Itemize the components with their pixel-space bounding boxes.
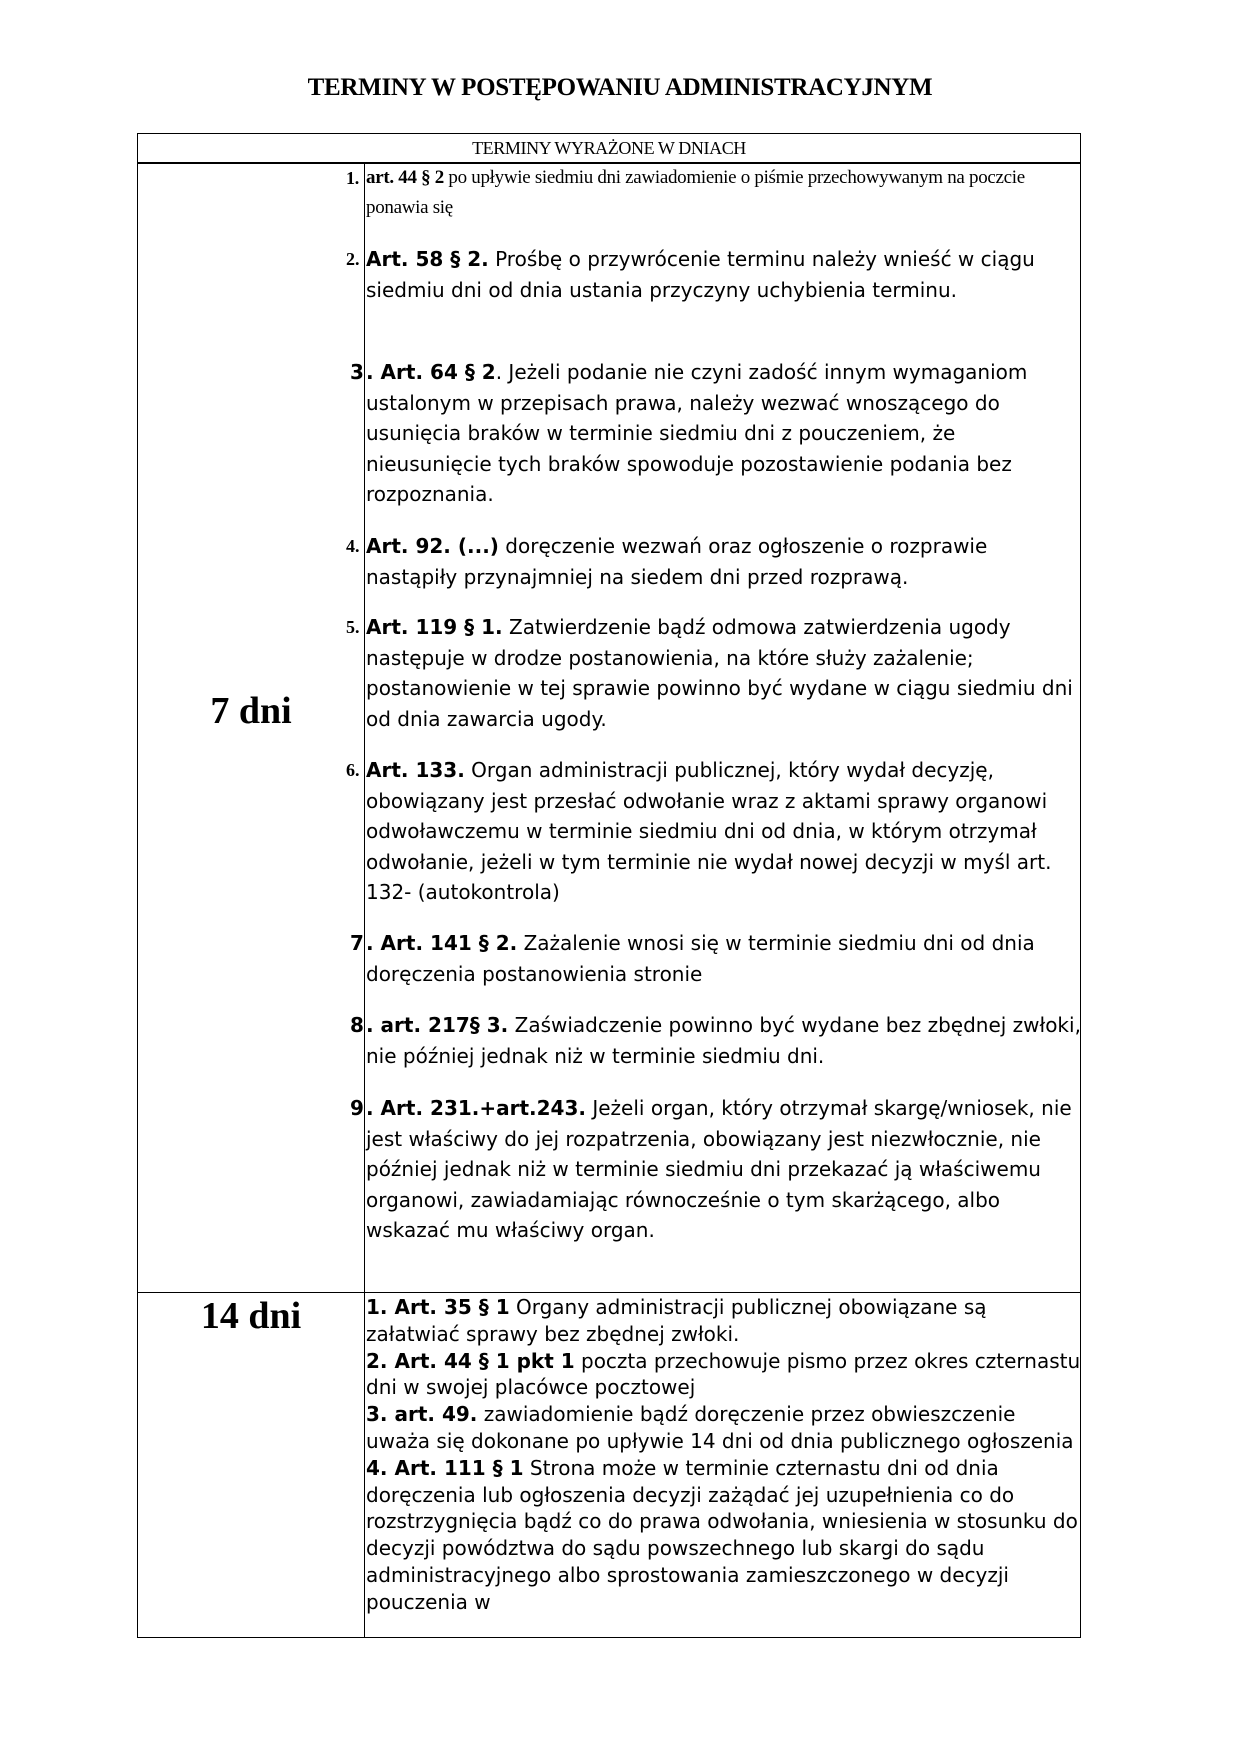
list-item xyxy=(366,1455,1081,1616)
list-item xyxy=(366,1294,1081,1348)
item-number: 8 xyxy=(350,1013,364,1037)
item-number: 9 xyxy=(350,1096,364,1120)
list-item xyxy=(346,531,1081,592)
article-ref: 2. Art. 44 § 1 pkt 1 xyxy=(366,1348,575,1373)
deadlines-table xyxy=(137,133,1081,1638)
list-item xyxy=(350,1010,1081,1071)
article-ref: . Art. 141 § 2. xyxy=(366,931,518,955)
article-ref: . art. 217§ 3. xyxy=(366,1013,509,1037)
row-label-14-days: 14 dni xyxy=(200,1295,302,1337)
item-text: Strona może w terminie czternastu dni od dnia doręczenia lub ogłoszenia decyzji zażądać jej uzupełnienia co do rozstrzygnięcia bądź co do prawa odwołania, wniesienia w stosunku do decyzji powództwa do sądu powszechnego lub skargi do sądu administracyjnego albo sprostowania zamieszczonego w decyzji pouczenia w xyxy=(366,1455,1078,1614)
item-text: zawiadomienie bądź doręczenie przez obwieszczenie uważa się dokonane po upływie 14 dni od dnia publicznego ogłoszenia xyxy=(366,1402,1074,1453)
item-number: 3 xyxy=(350,360,364,384)
list-item xyxy=(346,612,1081,734)
article-ref: . Art. 64 § 2 xyxy=(366,360,496,384)
article-ref: . Art. 231.+art.243. xyxy=(366,1096,586,1120)
document-title: TERMINY W POSTĘPOWANIU ADMINISTRACYJNYM xyxy=(307,74,933,101)
item-number: 7 xyxy=(350,931,364,955)
item-number: 2. xyxy=(346,249,360,269)
row-label-7-days: 7 dni xyxy=(210,690,292,732)
item-number: 6. xyxy=(346,760,360,780)
list-item xyxy=(350,928,1081,989)
list-item xyxy=(350,357,1081,510)
column-divider xyxy=(364,162,365,1637)
table-header: TERMINY WYRAŻONE W DNIACH xyxy=(138,134,1080,164)
article-ref: Art. 119 § 1. xyxy=(366,615,503,639)
article-ref: 1. Art. 35 § 1 xyxy=(366,1295,510,1319)
item-text: Zaświadczenie powinno być wydane bez zbędnej zwłoki, nie później jednak niż w terminie siedmiu dni. xyxy=(366,1013,1081,1068)
item-text: . Jeżeli podanie nie czyni zadość innym wymaganiom ustalonym w przepisach prawa, należy wezwać wnoszącego do usunięcia braków w terminie siedmiu dni z pouczeniem, że nieusunięcie tych braków spowoduje pozostawienie podania bez rozpoznania. xyxy=(366,360,1028,507)
article-ref: art. 44 § 2 xyxy=(366,167,444,188)
item-text: poczta przechowuje pismo przez okres czternastu dni w swojej placówce pocztowej xyxy=(366,1348,1081,1400)
article-ref: Art. 92. (...) xyxy=(366,534,499,558)
item-number: 4. xyxy=(346,536,360,556)
item-text: po upływie siedmiu dni zawiadomienie o piśmie przechowywanym na poczcie ponawia się xyxy=(366,167,1025,218)
item-text: Organy administracji publicznej obowiązane są załatwiać sprawy bez zbędnej zwłoki. xyxy=(366,1295,987,1346)
row-divider xyxy=(138,1292,1080,1293)
article-ref: Art. 133. xyxy=(366,758,465,782)
article-ref: Art. 58 § 2. xyxy=(366,247,489,271)
item-text: doręczenie wezwań oraz ogłoszenie o rozprawie nastąpiły przynajmniej na siedem dni przed rozprawą. xyxy=(366,534,988,589)
article-ref: 4. Art. 111 § 1 xyxy=(366,1455,524,1480)
item-text: Zatwierdzenie bądź odmowa zatwierdzenia ugody następuje w drodze postanowienia, na które służy zażalenie; postanowienie w tej sprawie powinno być wydane w ciągu siedmiu dni od dnia zawarcia ugody. xyxy=(366,615,1073,731)
list-item xyxy=(366,1401,1081,1455)
item-text: Zażalenie wnosi się w terminie siedmiu dni od dnia doręczenia postanowienia stronie xyxy=(366,931,1035,986)
item-text: Jeżeli organ, który otrzymał skargę/wniosek, nie jest właściwy do jej rozpatrzenia, obowiązany jest niezwłocznie, nie później jednak niż w terminie siedmiu dni przekazać ją właściwemu organowi, zawiadamiając równocześnie o tym skarżącego, albo wskazać mu właściwy organ. xyxy=(366,1096,1072,1243)
list-item xyxy=(366,1348,1081,1402)
list-item xyxy=(346,244,1081,305)
item-text: Organ administracji publicznej, który wydał decyzję, obowiązany jest przesłać odwołanie wraz z aktami sprawy organowi odwoławczemu w terminie siedmiu dni od dnia, w którym otrzymał odwołanie, jeżeli w tym terminie nie wydał nowej decyzji w myśl art. 132- (autokontrola) xyxy=(366,758,1052,905)
list-item xyxy=(350,1093,1081,1246)
section-14-days xyxy=(366,1294,1081,1616)
list-item xyxy=(346,755,1081,908)
item-number: 5. xyxy=(346,617,360,637)
article-ref: 3. art. 49. xyxy=(366,1402,478,1427)
item-number: 1. xyxy=(346,168,359,188)
item-text: Prośbę o przywrócenie terminu należy wnieść w ciągu siedmiu dni od dnia ustania przyczyny uchybienia terminu. xyxy=(366,247,1035,302)
list-item xyxy=(346,163,1081,223)
